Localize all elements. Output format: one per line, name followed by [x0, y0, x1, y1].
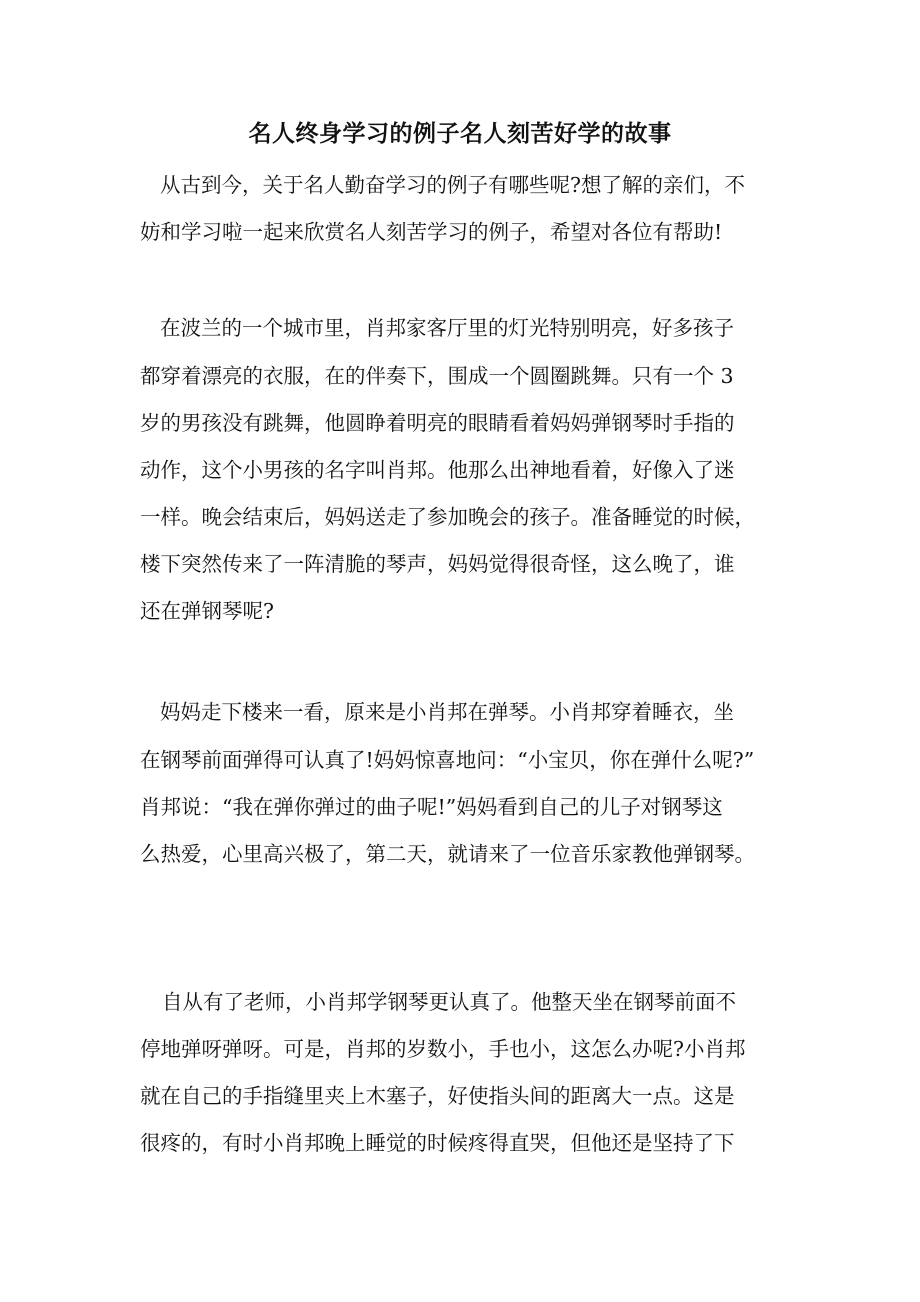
- paragraph-1-line-2: 妨和学习啦一起来欣赏名人刻苦学习的例子，希望对各位有帮助!: [140, 220, 723, 244]
- paragraph-2-line-1: 在波兰的一个城市里，肖邦家客厅里的灯光特别明亮，好多孩子: [160, 316, 734, 340]
- paragraph-2-line-2: 都穿着漂亮的衣服，在的伴奏下，围成一个圆圈跳舞。只有一个 3: [140, 364, 734, 388]
- paragraph-2-line-4: 动作，这个小男孩的名字叫肖邦。他那么出神地看着，好像入了迷: [140, 458, 735, 482]
- paragraph-1-line-1: 从古到今，关于名人勤奋学习的例子有哪些呢?想了解的亲们，不: [160, 173, 745, 197]
- paragraph-3-line-1: 妈妈走下楼来一看，原来是小肖邦在弹琴。小肖邦穿着睡衣，坐: [160, 700, 734, 724]
- document-title: 名人终身学习的例子名人刻苦好学的故事: [248, 120, 672, 147]
- paragraph-4-line-3: 就在自己的手指缝里夹上木塞子，好使指头间的距离大一点。这是: [140, 1084, 735, 1108]
- paragraph-2-line-3: 岁的男孩没有跳舞，他圆睁着明亮的眼睛看着妈妈弹钢琴时手指的: [140, 411, 735, 435]
- paragraph-2-line-5: 一样。晚会结束后，妈妈送走了参加晚会的孩子。准备睡觉的时候，: [140, 505, 755, 529]
- paragraph-4-line-4: 很疼的，有时小肖邦晚上睡觉的时候疼得直哭，但他还是坚持了下: [140, 1131, 735, 1155]
- paragraph-3-line-3: 肖邦说：“我在弹你弹过的曲子呢!”妈妈看到自己的儿子对钢琴这: [140, 795, 723, 819]
- paragraph-3-line-2: 在钢琴前面弹得可认真了!妈妈惊喜地问：“小宝贝，你在弹什么呢?”: [140, 748, 755, 772]
- paragraph-3-line-4: 么热爱，心里高兴极了，第二天，就请来了一位音乐家教他弹钢琴。: [140, 842, 755, 866]
- paragraph-2-line-6: 楼下突然传来了一阵清脆的琴声，妈妈觉得很奇怪，这么晚了，谁: [140, 552, 735, 576]
- paragraph-4-line-1: 自从有了老师，小肖邦学钢琴更认真了。他整天坐在钢琴前面不: [162, 990, 736, 1014]
- paragraph-2-line-7: 还在弹钢琴呢?: [140, 599, 274, 623]
- paragraph-4-line-2: 停地弹呀弹呀。可是，肖邦的岁数小，手也小，这怎么办呢?小肖邦: [140, 1037, 746, 1061]
